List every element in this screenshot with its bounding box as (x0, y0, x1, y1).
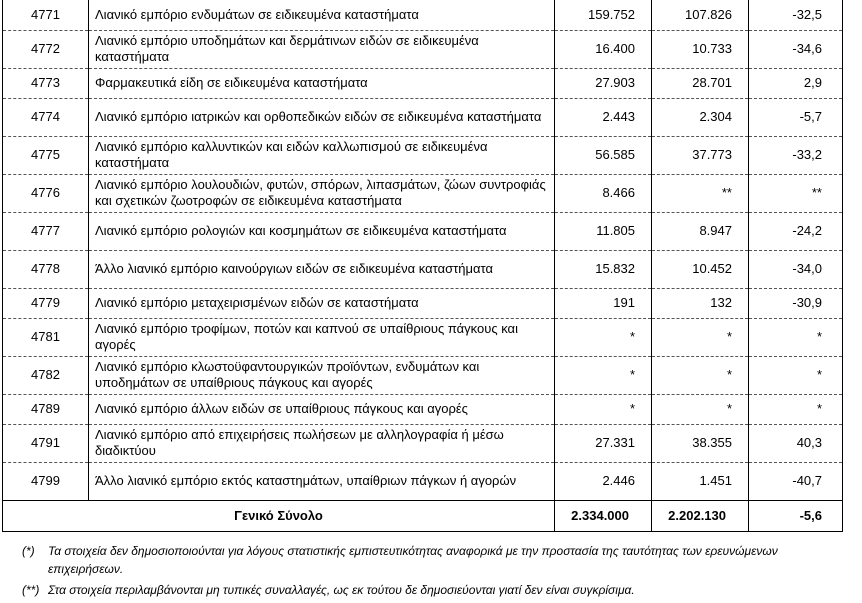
change-pct-cell: -5,7 (749, 98, 843, 136)
total-row (3, 500, 843, 531)
description-cell: Λιανικό εμπόριο άλλων ειδών σε υπαίθριους πάγκους και αγορές (89, 394, 555, 424)
value-1-cell: 2.443 (555, 98, 652, 136)
total-value-1: 2.334.000 (555, 500, 652, 531)
nace-code-cell: 4781 (3, 318, 89, 356)
description-cell: Λιανικό εμπόριο λουλουδιών, φυτών, σπόρων, λιπασμάτων, ζώων συντροφιάς και σχετικών ζωοτροφών σε ειδικευμένα καταστήματα (89, 174, 555, 212)
footnote-mark: (*) (22, 544, 35, 558)
description-cell: Λιανικό εμπόριο κλωστοϋφαντουργικών προϊόντων, ενδυμάτων και υποδημάτων σε υπαίθριους πάγκους και αγορές (89, 356, 555, 394)
value-1-cell: 15.832 (555, 250, 652, 288)
value-1-cell: 159.752 (555, 0, 652, 30)
change-pct-cell: -40,7 (749, 462, 843, 500)
description-cell: Λιανικό εμπόριο μεταχειρισμένων ειδών σε καταστήματα (89, 288, 555, 318)
table-body (3, 0, 843, 500)
table-row (3, 462, 843, 500)
value-2-cell: 107.826 (652, 0, 749, 30)
change-pct-cell: -34,6 (749, 30, 843, 68)
description-cell: Λιανικό εμπόριο τροφίμων, ποτών και καπνού σε υπαίθριους πάγκους και αγορές (89, 318, 555, 356)
value-1-cell: 191 (555, 288, 652, 318)
nace-code-cell: 4771 (3, 0, 89, 30)
value-1-cell: 11.805 (555, 212, 652, 250)
nace-code-cell: 4772 (3, 30, 89, 68)
nace-code-cell: 4775 (3, 136, 89, 174)
nace-code-cell: 4791 (3, 424, 89, 462)
table-row (3, 212, 843, 250)
value-2-cell: * (652, 318, 749, 356)
change-pct-cell: ** (749, 174, 843, 212)
retail-sales-table (2, 0, 843, 532)
value-1-cell: 16.400 (555, 30, 652, 68)
value-2-cell: 1.451 (652, 462, 749, 500)
value-1-cell: 27.331 (555, 424, 652, 462)
change-pct-cell: * (749, 394, 843, 424)
change-pct-cell: 2,9 (749, 68, 843, 98)
change-pct-cell: * (749, 318, 843, 356)
nace-code-cell: 4779 (3, 288, 89, 318)
change-pct-cell: -30,9 (749, 288, 843, 318)
nace-code-cell: 4782 (3, 356, 89, 394)
value-1-cell: * (555, 318, 652, 356)
value-2-cell: 132 (652, 288, 749, 318)
nace-code-cell: 4789 (3, 394, 89, 424)
description-cell: Λιανικό εμπόριο από επιχειρήσεις πωλήσεων με αλληλογραφία ή μέσω διαδικτύου (89, 424, 555, 462)
value-1-cell: * (555, 356, 652, 394)
nace-code-cell: 4774 (3, 98, 89, 136)
description-cell: Φαρμακευτικά είδη σε ειδικευμένα καταστήματα (89, 68, 555, 98)
change-pct-cell: * (749, 356, 843, 394)
table-row (3, 68, 843, 98)
total-change-pct: -5,6 (749, 500, 843, 531)
nace-code-cell: 4799 (3, 462, 89, 500)
table-row (3, 288, 843, 318)
footnote-mark: (**) (22, 583, 40, 597)
nace-code-cell: 4773 (3, 68, 89, 98)
table-row (3, 250, 843, 288)
change-pct-cell: -34,0 (749, 250, 843, 288)
value-1-cell: 56.585 (555, 136, 652, 174)
description-cell: Λιανικό εμπόριο υποδημάτων και δερμάτινων ειδών σε ειδικευμένα καταστήματα (89, 30, 555, 68)
description-cell: Άλλο λιανικό εμπόριο εκτός καταστημάτων, υπαίθριων πάγκων ή αγορών (89, 462, 555, 500)
description-cell: Άλλο λιανικό εμπόριο καινούργιων ειδών σε ειδικευμένα καταστήματα (89, 250, 555, 288)
table-row (3, 98, 843, 136)
value-2-cell: 37.773 (652, 136, 749, 174)
value-2-cell: * (652, 394, 749, 424)
nace-code-cell: 4778 (3, 250, 89, 288)
table-row (3, 0, 843, 30)
table-row (3, 356, 843, 394)
table-row (3, 394, 843, 424)
table-row (3, 318, 843, 356)
table-row (3, 136, 843, 174)
footnote-confidential (2, 542, 854, 578)
description-cell: Λιανικό εμπόριο ιατρικών και ορθοπεδικών ειδών σε ειδικευμένα καταστήματα (89, 98, 555, 136)
total-label: Γενικό Σύνολο (3, 500, 555, 531)
table-row (3, 174, 843, 212)
description-cell: Λιανικό εμπόριο καλλυντικών και ειδών καλλωπισμού σε ειδικευμένα καταστήματα (89, 136, 555, 174)
footnote-atypical (2, 581, 854, 599)
table-row (3, 30, 843, 68)
description-cell: Λιανικό εμπόριο ρολογιών και κοσμημάτων σε ειδικευμένα καταστήματα (89, 212, 555, 250)
value-2-cell: 10.452 (652, 250, 749, 288)
table-row (3, 424, 843, 462)
value-2-cell: * (652, 356, 749, 394)
value-2-cell: 38.355 (652, 424, 749, 462)
nace-code-cell: 4777 (3, 212, 89, 250)
value-1-cell: 27.903 (555, 68, 652, 98)
value-1-cell: 2.446 (555, 462, 652, 500)
value-2-cell: 10.733 (652, 30, 749, 68)
value-1-cell: 8.466 (555, 174, 652, 212)
value-2-cell: 28.701 (652, 68, 749, 98)
change-pct-cell: 40,3 (749, 424, 843, 462)
value-2-cell: 2.304 (652, 98, 749, 136)
change-pct-cell: -32,5 (749, 0, 843, 30)
description-cell: Λιανικό εμπόριο ενδυμάτων σε ειδικευμένα καταστήματα (89, 0, 555, 30)
value-1-cell: * (555, 394, 652, 424)
total-value-2: 2.202.130 (652, 500, 749, 531)
change-pct-cell: -33,2 (749, 136, 843, 174)
value-2-cell: ** (652, 174, 749, 212)
footnote-text: Στα στοιχεία περιλαμβάνονται μη τυπικές συναλλαγές, ως εκ τούτου δε δημοσιεύονται γιατί δεν είναι συγκρίσιμα. (48, 583, 635, 597)
change-pct-cell: -24,2 (749, 212, 843, 250)
nace-code-cell: 4776 (3, 174, 89, 212)
value-2-cell: 8.947 (652, 212, 749, 250)
footnote-text: Τα στοιχεία δεν δημοσιοποιούνται για λόγους στατιστικής εμπιστευτικότητας αναφορικά με την προστασία της ταυτότητας των ερευνώμενων επιχειρήσεων. (48, 544, 778, 576)
footnotes (2, 542, 854, 599)
